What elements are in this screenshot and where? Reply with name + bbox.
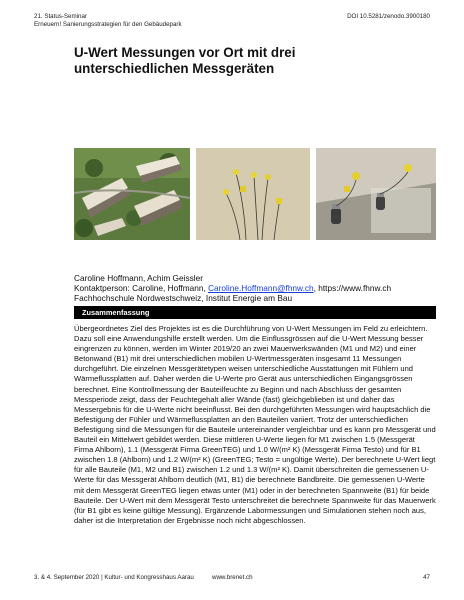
paper-title: U-Wert Messungen vor Ort mit drei unterschiedlichen Messgeräten — [74, 45, 296, 76]
author-block — [74, 273, 436, 294]
institution: Fachhochschule Nordwestschweiz, Institut Energie am Bau — [74, 293, 293, 303]
photo-strip — [74, 148, 436, 240]
running-header — [34, 13, 182, 28]
photo-sensors-on-wall — [196, 148, 310, 240]
email-link[interactable]: Caroline.Hoffmann@fhnw.ch — [208, 283, 314, 294]
contact-suffix: , https://www.fhnw.ch — [313, 283, 392, 294]
doi-label: DOI 10.5281/zenodo.3900180 — [347, 13, 430, 20]
page-number: 47 — [423, 574, 430, 581]
abstract-text: Übergeordnetes Ziel des Projektes ist es die Durchführung von U-Wert Messungen im Feld zu erleichtern. Dazu soll eine Anwendungshilfe erstellt werden. Um die Einflussgrössen auf die U-Wert Messung besser eingrenzen zu können, werden im Winter 2019/20 an zwei Mauerwerkswänden (M1 und M2) und einer Betonwand (B1) mit drei unterschiedlichen mobilen U-Wertmessgeräten insgesamt 11 Messungen durchgeführt. Die einzelnen Messgerätetypen weisen unterschiedliche Ausstattungen mit Fühlern und Wärmeflussplatten auf. Daher werden die U-Werte pro Gerät aus unterschiedlichen Eingangsgrössen berechnet. Eine Kontrollmessung der Bauteilfeuchte zu Beginn und nach Abschluss der gesamten Messperiode zeigt, dass der Feuchtegehalt aller Wände (fast) gleichgeblieben ist und daher das Messergebnis für die U-Werte nicht beeinflusst. Bei den durchgeführten Messungen wird hauptsächlich die Befestigung der Fühler und Wärmeflussplatten an den Bauteilen variiert. Trotz der unterschiedlichen Befestigung sind die Messungen für die Bauteile untereinander vergleichbar und es kann pro Messgerät und Bauteil ein Mittelwert gebildet werden. Diese mittleren U-Werte liegen für M1 zwischen 1.5 (Messgerät Firma Ahlborn), 1.1 (Messgerät Firma GreenTEG) und 1.0 W/(m² K) (Messgerät Firma Testo) und für B1 zwischen 1.8 (Ahlborn) und 1.2 W/(m² K) (GreenTEG; Testo = ungültige Werte). Der berechnete U-Wert liegt für alle Bauteile (M1, M2 und B1) zwischen 1.2 und 1.3 W/(m² K). Damit überschreiten die gemessenen U-Werte für das Messgerät Ahlborn deutlich (M1, B1) die berechnete Bandbreite. Die gemessenen U-Werte mit dem Messgerät GreenTEG liegen etwas unter (M1) oder in der berechneten Spannweite (B1) für beide Bauteile. Der U-Wert mit dem Messgerät Testo unterschreitet die berechnete Spannweite für das Mauerwerk (für B1 gibt es keine gültige Messung). Ergänzende Labormessungen und Simulationen stehen noch aus, daher ist die Interpretation der Ergebnisse noch nicht abgeschlossen. — [74, 324, 436, 525]
aerial-photo-buildings — [74, 148, 190, 240]
section-heading-bar: Zusammenfassung — [74, 306, 436, 319]
footer-event: 3. & 4. September 2020 | Kultur- und Kongresshaus Aarau — [34, 574, 194, 581]
author-names: Caroline Hoffmann, Achim Geissler — [74, 273, 203, 283]
seminar-name: 21. Status-Seminar — [34, 13, 87, 20]
photo-measuring-device — [316, 148, 436, 240]
footer-website: www.brenet.ch — [212, 574, 253, 581]
seminar-subtitle: Erneuern! Sanierungsstrategien für den Gebäudepark — [34, 20, 182, 28]
contact-prefix: Kontaktperson: Caroline, Hoffmann, — [74, 283, 209, 294]
